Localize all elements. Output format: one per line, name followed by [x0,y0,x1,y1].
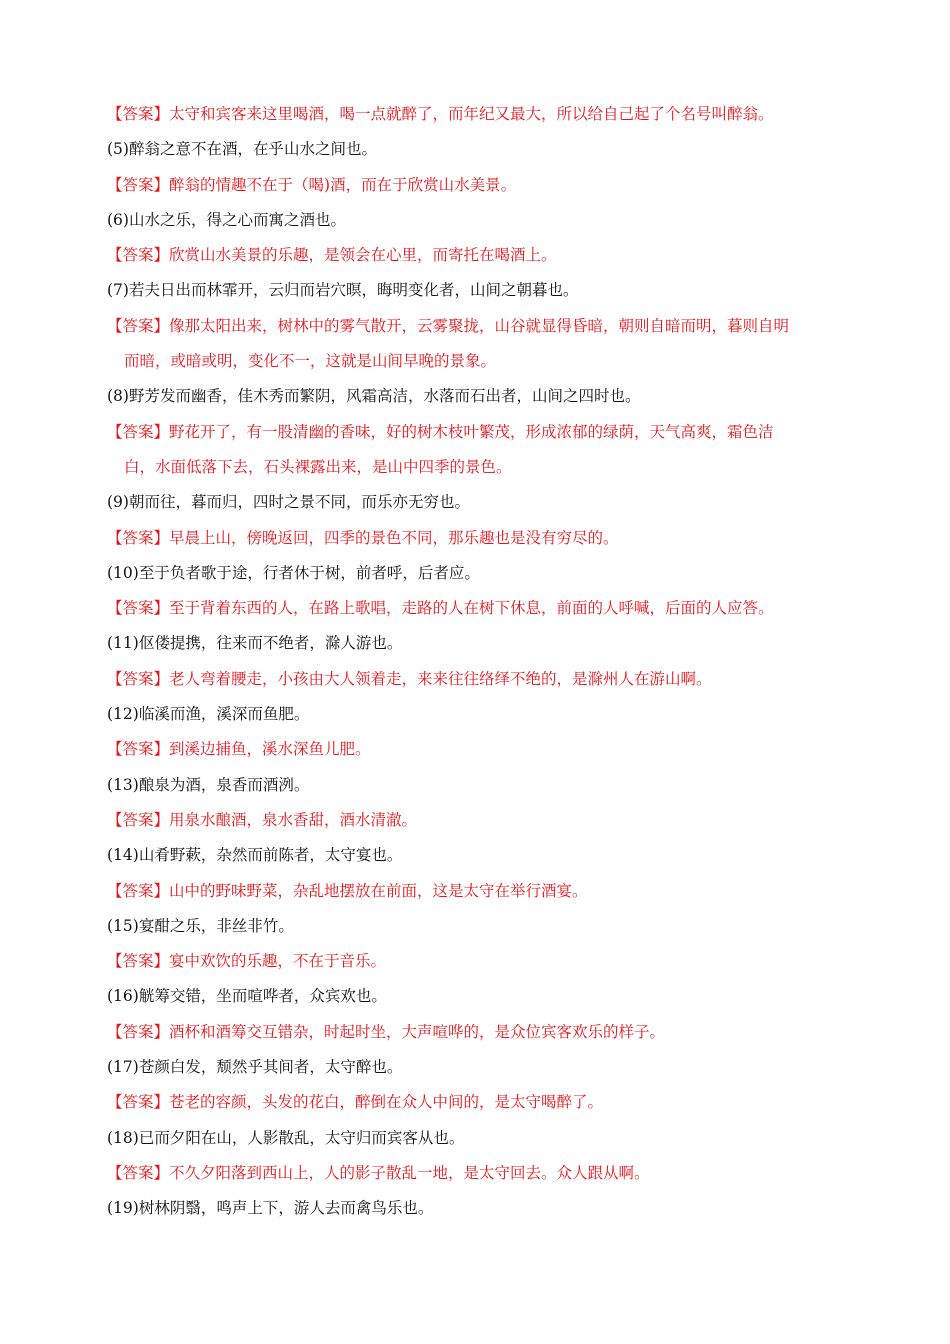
answer-block [107,415,867,486]
answer-line [107,309,867,344]
answer-block [107,662,867,697]
answer-text: 宴中欢饮的乐趣，不在于音乐。 [169,952,387,971]
answer-tag: 【答案】 [107,599,170,618]
question-line: (9)朝而往，暮而归，四时之景不同，而乐亦无穷也。 [107,493,470,512]
answer-tag: 【答案】 [107,1022,170,1041]
answer-tag: 【答案】 [107,422,170,441]
question-line: (13)酿泉为酒，泉香而酒洌。 [107,775,310,794]
answer-line [107,874,867,909]
question-line: (10)至于负者歌于途，行者休于树，前者呼，后者应。 [107,563,480,582]
answer-text: 到溪边捕鱼，溪水深鱼儿肥。 [169,740,371,759]
answer-text: 用泉水酿酒，泉水香甜，酒水清澈。 [169,810,418,829]
answer-block [107,944,867,979]
question-line: (16)觥筹交错，坐而喧哗者，众宾欢也。 [107,987,387,1006]
answer-tag: 【答案】 [107,810,170,829]
answer-block [107,1085,867,1120]
answer-block [107,591,867,626]
answer-line [107,803,867,838]
answer-line [107,591,867,626]
answer-line [107,415,867,450]
answer-text: 早晨上山，傍晚返回，四季的景色不同，那乐趣也是没有穷尽的。 [169,528,619,547]
answer-block [107,803,867,838]
answer-line [107,238,867,273]
question-line: (7)若夫日出而林霏开，云归而岩穴暝，晦明变化者，山间之朝暮也。 [107,281,579,300]
answer-text: 山中的野味野菜，杂乱地摆放在前面，这是太守在举行酒宴。 [169,881,588,900]
answer-line [107,521,867,556]
answer-tag: 【答案】 [107,952,170,971]
answer-text: 欣赏山水美景的乐趣，是领会在心里，而寄托在喝酒上。 [169,246,557,265]
answer-block [107,97,867,132]
answer-text: 太守和宾客来这里喝酒，喝一点就醉了，而年纪又最大，所以给自己起了个名号叫醉翁。 [169,105,774,123]
qa-list [107,97,867,1227]
answer-block [107,1015,867,1050]
answer-line [107,662,867,697]
question-line: (12)临溪而渔，溪深而鱼肥。 [107,705,310,724]
answer-text: 不久夕阳落到西山上，人的影子散乱一地，是太守回去。众人跟从啊。 [169,1163,650,1182]
answer-line [107,732,867,767]
answer-tag: 【答案】 [107,316,170,335]
question-line: (5)醉翁之意不在酒，在乎山水之间也。 [107,140,377,159]
question-line: (15)宴酣之乐，非丝非竹。 [107,916,294,935]
answer-tag: 【答案】 [107,1163,170,1182]
question-line: (6)山水之乐，得之心而寓之酒也。 [107,210,346,229]
question-line: (17)苍颜白发，颓然乎其间者，太守醉也。 [107,1058,403,1077]
answer-tag: 【答案】 [107,881,170,900]
answer-line [107,168,867,203]
answer-tag: 【答案】 [107,669,170,688]
question-line: (8)野芳发而幽香，佳木秀而繁阴，风霜高洁，水落而石出者，山间之四时也。 [107,387,641,406]
answer-tag: 【答案】 [107,528,170,547]
answer-text: 像那太阳出来，树林中的雾气散开，云雾聚拢，山谷就显得昏暗，朝则自暗而明，暮则自明 [169,316,790,335]
answer-line [107,1015,867,1050]
answer-text: 至于背着东西的人，在路上歌唱，走路的人在树下休息，前面的人呼喊，后面的人应答。 [169,599,774,618]
question-line: (18)已而夕阳在山，人影散乱，太守归而宾客从也。 [107,1128,465,1147]
answer-tag: 【答案】 [107,246,170,265]
answer-block [107,732,867,767]
question-line: (14)山肴野蔌，杂然而前陈者，太守宴也。 [107,846,403,865]
answer-tag: 【答案】 [107,175,170,194]
question-line: (11)伛偻提携，往来而不绝者，滁人游也。 [107,634,403,653]
answer-text: 白，水面低落下去，石头裸露出来，是山中四季的景色。 [124,457,512,476]
answer-text: 野花开了，有一股清幽的香味，好的树木枝叶繁茂，形成浓郁的绿荫，天气高爽，霜色洁 [169,422,774,441]
answer-tag: 【答案】 [107,105,170,123]
answer-block [107,309,867,380]
answer-line [107,1156,867,1191]
answer-text: 酒杯和酒筹交互错杂，时起时坐，大声喧哗的，是众位宾客欢乐的样子。 [169,1022,666,1041]
answer-block [107,238,867,273]
answer-tag: 【答案】 [107,1093,170,1112]
answer-line [107,97,867,132]
answer-text: 老人弯着腰走，小孩由大人领着走，来来往往络绎不绝的，是滁州人在游山啊。 [169,669,712,688]
answer-block [107,1156,867,1191]
answer-block [107,168,867,203]
answer-line [107,944,867,979]
answer-line [107,344,867,379]
answer-block [107,521,867,556]
answer-text: 醉翁的情趣不在于（喝)酒，而在于欣赏山水美景。 [169,175,517,194]
question-line: (19)树林阴翳，鸣声上下，游人去而禽鸟乐也。 [107,1199,434,1218]
answer-text: 而暗，或暗或明，变化不一，这就是山间早晚的景象。 [124,352,497,371]
answer-tag: 【答案】 [107,740,170,759]
answer-line [107,1085,867,1120]
answer-block [107,874,867,909]
answer-line [107,450,867,485]
answer-text: 苍老的容颜，头发的花白，醉倒在众人中间的，是太守喝醉了。 [169,1093,604,1112]
